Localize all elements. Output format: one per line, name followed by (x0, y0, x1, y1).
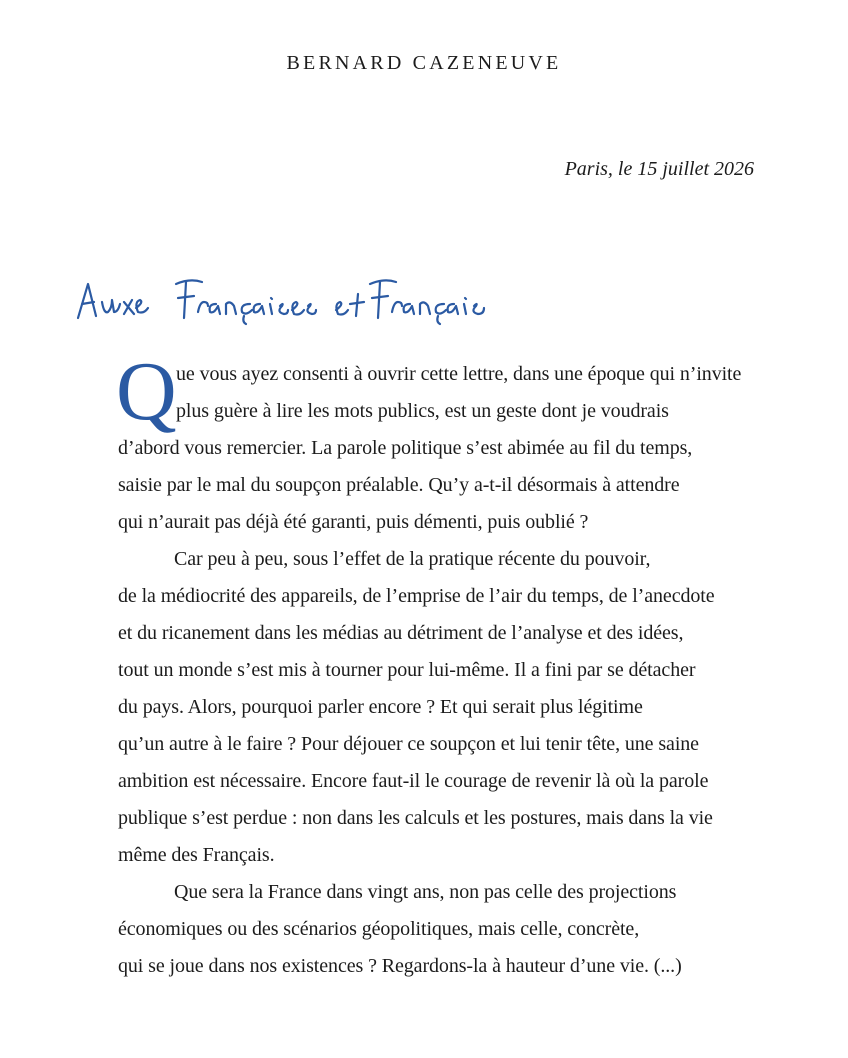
paragraph-line: ambition est nécessaire. Encore faut-il le courage de revenir là où la parole (118, 770, 709, 792)
paragraph-line: qui n’aurait pas déjà été garanti, puis démenti, puis oublié ? (118, 511, 589, 533)
paragraph-line: ue vous ayez consenti à ouvrir cette lettre, dans une époque qui n’invite (176, 363, 742, 385)
letter-body (116, 345, 758, 985)
paragraph-line: publique s’est perdue : non dans les calculs et les postures, mais dans la vie (118, 807, 713, 829)
paragraph-line: même des Français. (118, 844, 275, 866)
paragraph-line: Car peu à peu, sous l’effet de la pratique récente du pouvoir, (174, 548, 651, 570)
paragraph-line: qui se joue dans nos existences ? Regardons-la à hauteur d’une vie. (...) (118, 955, 682, 977)
paragraph-3 (118, 874, 758, 985)
letterhead-name: BERNARD CAZENEUVE (286, 52, 562, 74)
paragraph-line: saisie par le mal du soupçon préalable. Qu’y a-t-il désormais à attendre (118, 474, 680, 496)
paragraph-2 (118, 541, 758, 874)
dropcap-letter: Q (116, 345, 177, 438)
handwritten-salutation (74, 268, 514, 343)
paragraph-line: économiques ou des scénarios géopolitiques, mais celle, concrète, (118, 918, 640, 940)
paragraph-1 (116, 345, 758, 541)
paragraph-line: de la médiocrité des appareils, de l’emprise de l’air du temps, de l’anecdote (118, 585, 715, 607)
handwritten-salutation-drawing (74, 268, 514, 338)
paragraph-line: tout un monde s’est mis à tourner pour lui-même. Il a fini par se détacher (118, 659, 696, 681)
paragraph-line: d’abord vous remercier. La parole politique s’est abimée au fil du temps, (118, 437, 693, 459)
paragraph-line: qu’un autre à le faire ? Pour déjouer ce soupçon et lui tenir tête, une saine (118, 733, 699, 755)
paragraph-line: du pays. Alors, pourquoi parler encore ? Et qui serait plus légitime (118, 696, 643, 718)
dateline: Paris, le 15 juillet 2026 (564, 158, 754, 180)
paragraph-line: plus guère à lire les mots publics, est un geste dont je voudrais (176, 400, 669, 422)
paragraph-line: Que sera la France dans vingt ans, non pas celle des projections (174, 881, 677, 903)
paragraph-line: et du ricanement dans les médias au détriment de l’analyse et des idées, (118, 622, 684, 644)
